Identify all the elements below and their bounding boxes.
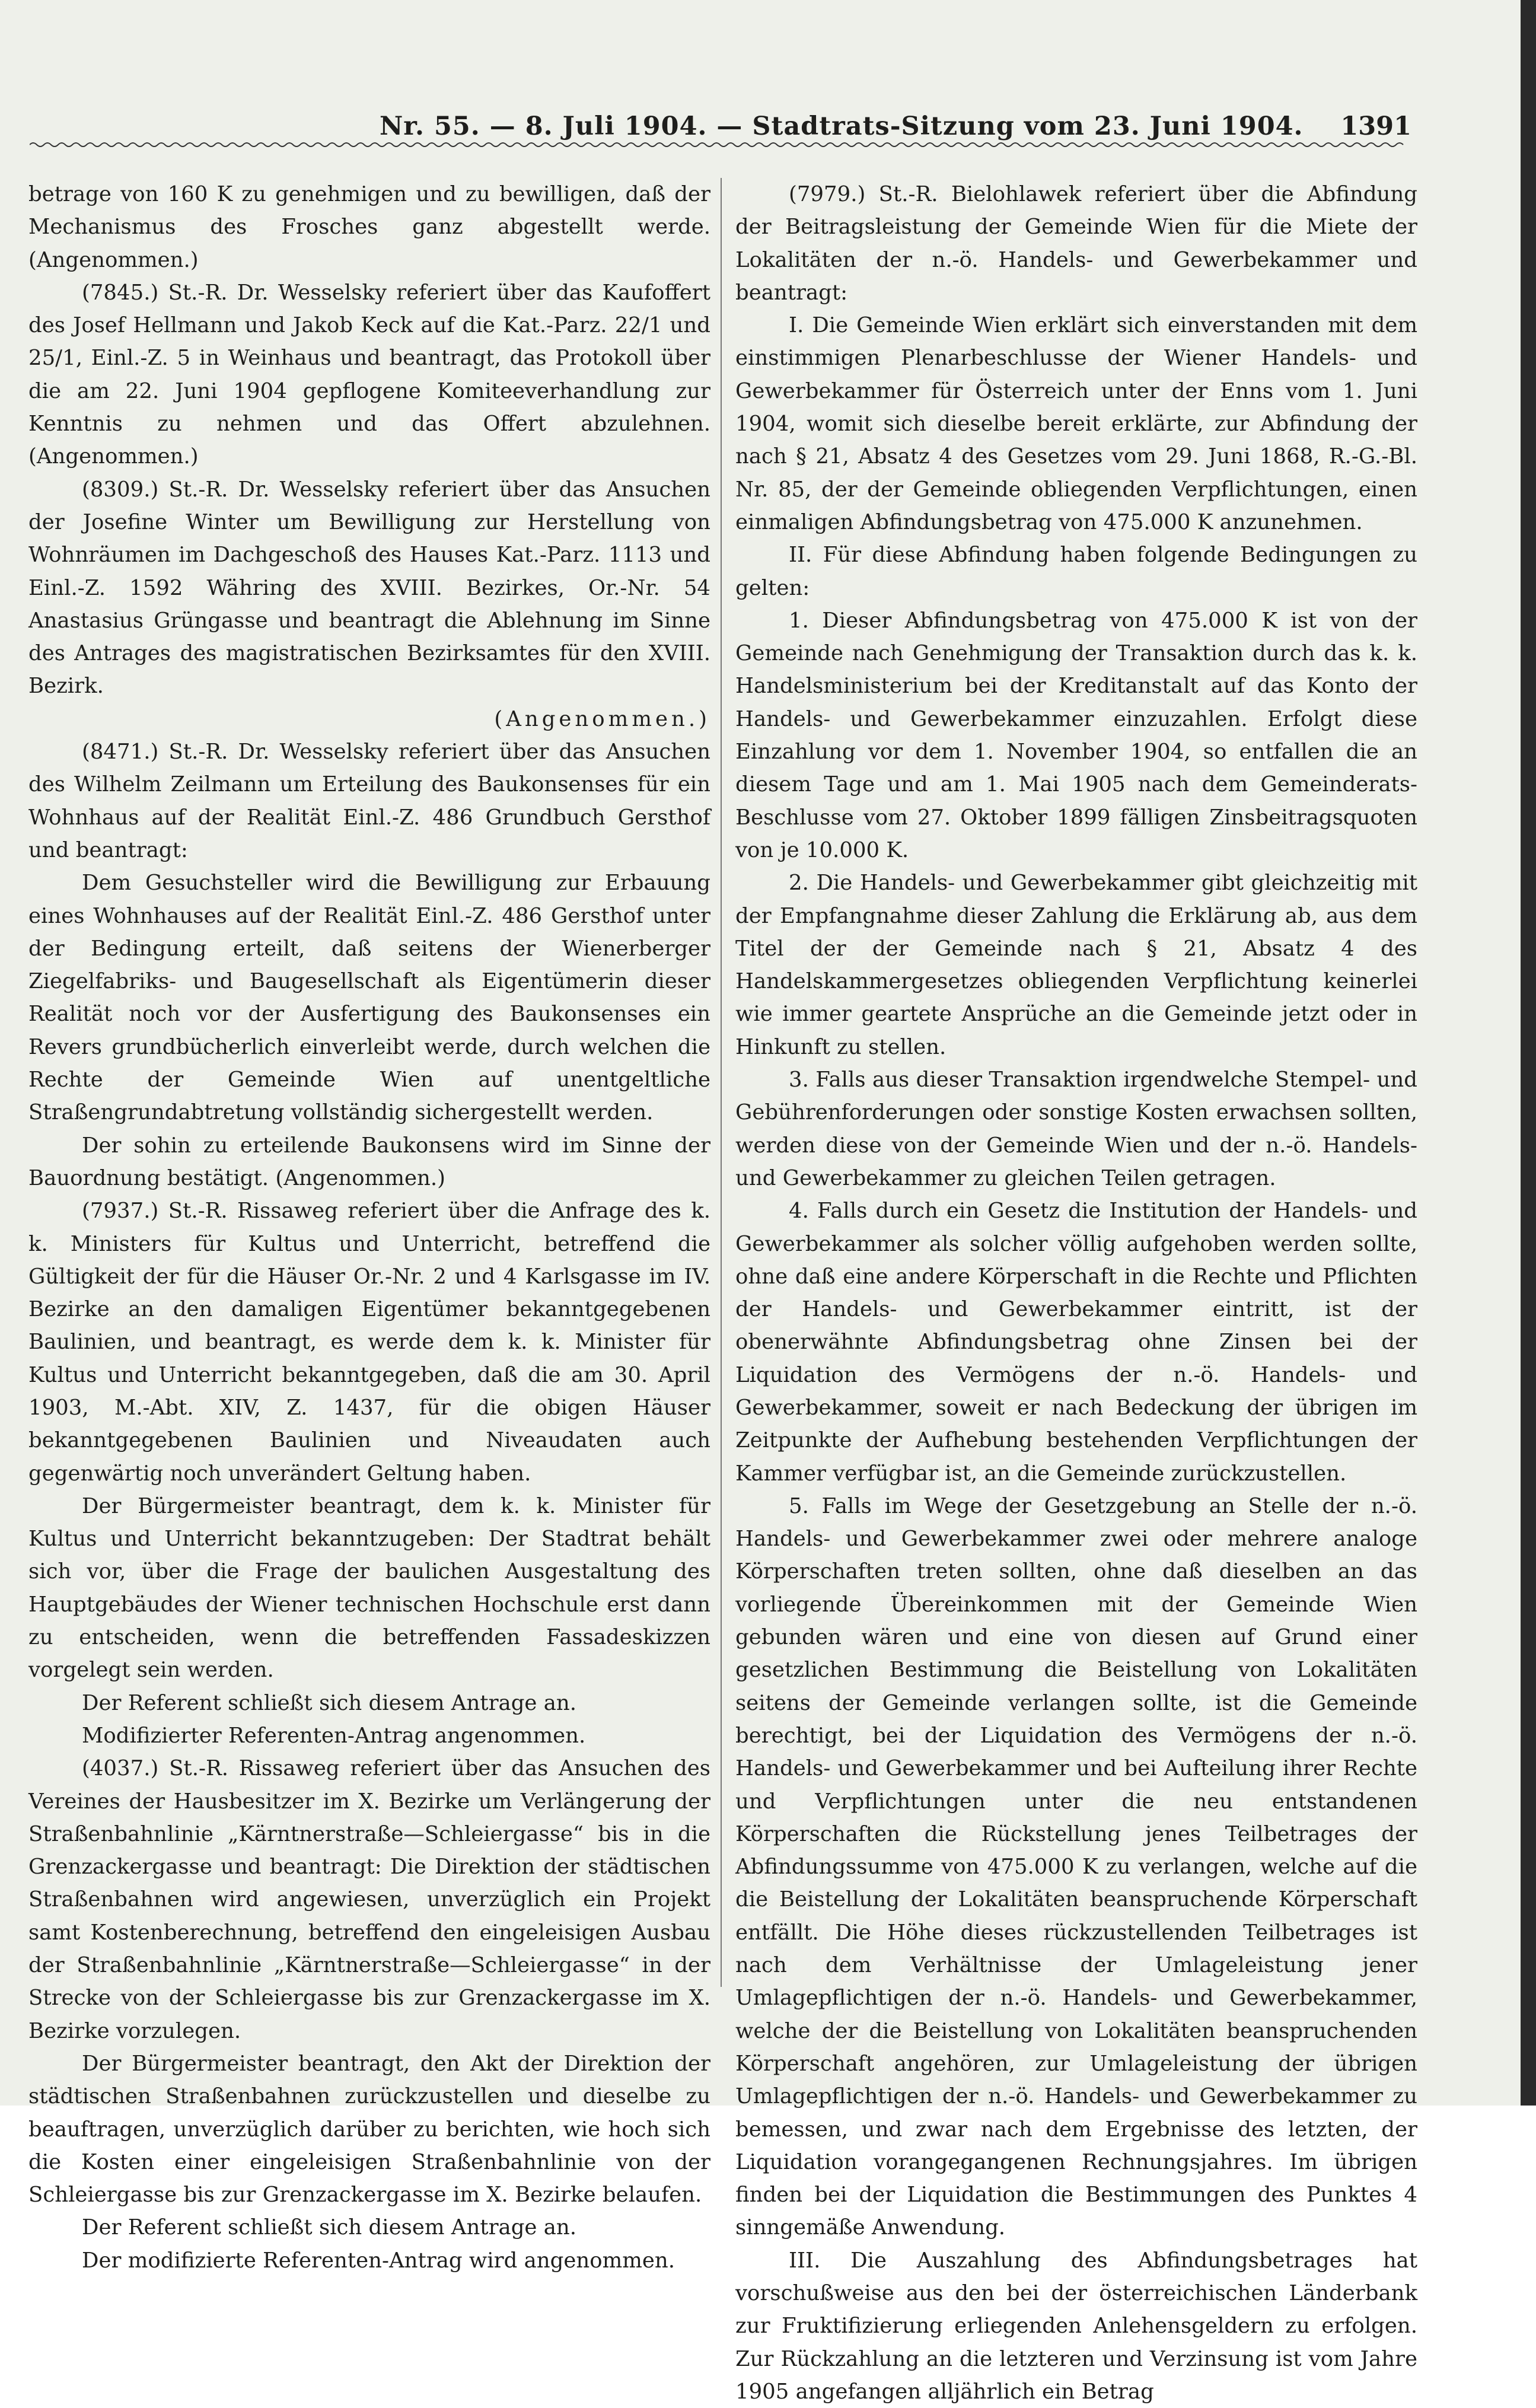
paragraph: 3. Falls aus dieser Transaktion irgendwelche Stempel- und Gebührenforderungen oder sonstige Kosten erwachsen sollten, werden diese von der Gemeinde Wien und der n.-ö. Handels- und Gewerbekammer zu gleichen Teilen getragen. [735,1068,1417,1190]
paragraph: Der Referent schließt sich diesem Antrage an. [82,2215,577,2240]
left-column [28,178,710,2277]
paragraph: Modifizierter Referenten-Antrag angenommen. [82,1723,586,1748]
paragraph: 5. Falls im Wege der Gesetzgebung an Stelle der n.-ö. Handels- und Gewerbekammer zwei oder mehrere analoge Körperschaften treten sollten, ohne daß dieselben an das vorliegende Übereinkommen mit der Gemeinde Wien gebunden wären und eine von diesen auf Grund einer gesetzlichen Bestimmung die Beistellung von Lokalitäten seitens der Gemeinde verlangen sollte, ist die Gemeinde berechtigt, bei der Liquidation des Vermögens der n.-ö. Handels- und Gewerbekammer und bei Aufteilung ihrer Rechte und Verpflichtungen unter die neu entstandenen Körperschaften die Rückstellung jenes Teilbetrages der Abfindungssumme von 475.000 K zu verlangen, welche auf die die Beistellung der Lokalitäten beanspruchende Körperschaft entfällt. Die Höhe dieses rückzustellenden Teilbetrages ist nach dem Verhältnisse der Umlageleistung jener Umlagepflichtigen der n.-ö. Handels- und Gewerbekammer, welche der die Beistellung von Lokalitäten beanspruchenden Körperschaft angehören, zur Umlageleistung der übrigen Umlagepflichtigen der n.-ö. Handels- und Gewerbekammer zu bemessen, und zwar nach dem Ergebnisse des letzten, der Liquidation vorangegangenen Rechnungsjahres. Im übrigen finden bei der Liquidation die Bestimmungen des Punktes 4 sinngemäße Anwendung. [735,1493,1417,2240]
paragraph: (7845.) St.-R. Dr. Wesselsky referiert über das Kaufoffert des Josef Hellmann und Jakob Keck auf die Kat.-Parz. 22/1 und 25/1, Einl.-Z. 5 in Weinhaus und beantragt, das Protokoll über die am 22. Juni 1904 gepflogene Komiteeverhandlung zur Kenntnis zu nehmen und das Offert abzulehnen. (Angenommen.) [28,280,710,469]
paragraph: Der Referent schließt sich diesem Antrage an. [82,1690,577,1715]
paragraph: 1. Dieser Abfindungsbetrag von 475.000 K ist von der Gemeinde nach Genehmigung der Transaktion durch das k. k. Handelsministerium bei der Kreditanstalt auf das Konto der Handels- und Gewerbekammer einzuzahlen. Erfolgt diese Einzahlung vor dem 1. November 1904, so entfallen die an diesem Tage und am 1. Mai 1905 nach dem Gemeinderats-Beschlusse vom 27. Oktober 1899 fälligen Zinsbeitragsquoten von je 10.000 K. [735,608,1417,862]
header-rule [30,140,1406,149]
column-divider [721,178,722,1987]
paragraph: betrage von 160 K zu genehmigen und zu bewilligen, daß der Mechanismus des Frosches ganz abgestellt werde. (Angenommen.) [28,182,710,272]
decision-note: (Angenommen.) [494,706,710,731]
paragraph: (8309.) St.-R. Dr. Wesselsky referiert über das Ansuchen der Josefine Winter um Bewilligung zur Herstellung von Wohnräumen im Dachgeschoß des Hauses Kat.-Parz. 1113 und Einl.-Z. 1592 Währing des XVIII. Bezirkes, Or.-Nr. 54 Anastasius Grüngasse und beantragt die Ablehnung im Sinne des Antrages des magistratischen Bezirksamtes für den XVIII. Bezirk. [28,477,710,699]
paragraph: I. Die Gemeinde Wien erklärt sich einverstanden mit dem einstimmigen Plenarbeschlusse der Wiener Handels- und Gewerbekammer für Österreich unter der Enns vom 1. Juni 1904, womit sich dieselbe bereit erklärte, zur Abfindung der nach § 21, Absatz 4 des Gesetzes vom 29. Juni 1868, R.-G.-Bl. Nr. 85, der der Gemeinde obliegenden Verpflichtungen, einen einmaligen Abfindungsbetrag von 475.000 K anzunehmen. [735,313,1417,534]
paragraph: Der Bürgermeister beantragt, dem k. k. Minister für Kultus und Unterricht bekanntzugeben: Der Stadtrat behält sich vor, über die Frage der baulichen Ausgestaltung des Hauptgebäudes der Wiener technischen Hochschule erst dann zu entscheiden, wenn die betreffenden Fassadeskizzen vorgelegt sein werden. [28,1493,710,1683]
paragraph: II. Für diese Abfindung haben folgende Bedingungen zu gelten: [735,543,1417,600]
page-number: 1391 [1340,112,1411,141]
paragraph: 4. Falls durch ein Gesetz die Institution der Handels- und Gewerbekammer als solcher völlig aufgehoben werden sollte, ohne daß eine andere Körperschaft in die Rechte und Pflichten der Handels- und Gewerbekammer eintritt, ist der obenerwähnte Abfindungsbetrag ohne Zinsen bei der Liquidation des Vermögens der n.-ö. Handels- und Gewerbekammer, soweit er nach Bedeckung der übrigen im Zeitpunkte der Aufhebung bestehenden Verpflichtungen der Kammer verfügbar ist, an die Gemeinde zurückzustellen. [735,1199,1417,1486]
paragraph: (7937.) St.-R. Rissaweg referiert über die Anfrage des k. k. Ministers für Kultus und Unterricht, betreffend die Gültigkeit der für die Häuser Or.-Nr. 2 und 4 Karlsgasse im IV. Bezirke an den damaligen Eigentümer bekanntgegebenen Baulinien, und beantragt, es werde dem k. k. Minister für Kultus und Unterricht bekanntgegeben, daß die am 30. April 1903, M.-Abt. XIV, Z. 1437, für die obigen Häuser bekanntgegebenen Baulinien und Niveaudaten auch gegenwärtig noch unverändert Geltung haben. [28,1199,710,1486]
right-column [735,178,1417,2408]
paragraph: Der Bürgermeister beantragt, den Akt der Direktion der städtischen Straßenbahnen zurückzustellen und dieselbe zu beauftragen, unverzüglich darüber zu berichten, wie hoch sich die Kosten einer eingeleisigen Straßenbahnlinie von der Schleiergasse bis zur Grenzackergasse im X. Bezirke belaufen. [28,2051,710,2208]
paragraph: (4037.) St.-R. Rissaweg referiert über das Ansuchen des Vereines der Hausbesitzer im X. Bezirke um Verlängerung der Straßenbahnlinie „Kärntnerstraße—Schleiergasse“ bis in die Grenzackergasse und beantragt: Die Direktion der städtischen Straßenbahnen wird angewiesen, unverzüglich ein Projekt samt Kostenberechnung, betreffend den eingeleisigen Ausbau der Straßenbahnlinie „Kärntnerstraße—Schleiergasse“ in der Strecke von der Schleiergasse bis zur Grenzackergasse im X. Bezirke vorzulegen. [28,1756,710,2043]
paragraph: (7979.) St.-R. Bielohlawek referiert über die Abfindung der Beitragsleistung der Gemeinde Wien für die Miete der Lokalitäten der n.-ö. Handels- und Gewerbekammer und beantragt: [735,182,1417,305]
paragraph: 2. Die Handels- und Gewerbekammer gibt gleichzeitig mit der Empfangnahme dieser Zahlung die Erklärung ab, aus dem Titel der der Gemeinde nach § 21, Absatz 4 des Handelskammergesetzes obliegenden Verpflichtung keinerlei wie immer geartete Ansprüche an die Gemeinde jetzt oder in Hinkunft zu stellen. [735,871,1417,1059]
paragraph: Der sohin zu erteilende Baukonsens wird im Sinne der Bauordnung bestätigt. (Angenommen.) [28,1133,710,1190]
header-title: Nr. 55. — 8. Juli 1904. — Stadtrats-Sitzung vom 23. Juni 1904. [380,112,1304,141]
paragraph: (8471.) St.-R. Dr. Wesselsky referiert über das Ansuchen des Wilhelm Zeilmann um Erteilung des Baukonsenses für ein Wohnhaus auf der Realität Einl.-Z. 486 Grundbuch Gersthof und beantragt: [28,740,710,862]
paragraph: Dem Gesuchsteller wird die Bewilligung zur Erbauung eines Wohnhauses auf der Realität Einl.-Z. 486 Gersthof unter der Bedingung erteilt, daß seitens der Wienerberger Ziegelfabriks- und Baugesellschaft als Eigentümerin dieser Realität noch vor der Ausfertigung des Baukonsenses ein Revers grundbücherlich einverleibt werde, durch welchen die Rechte der Gemeinde Wien auf unentgeltliche Straßengrundabtretung vollständig sichergestellt werden. [28,871,710,1125]
paragraph: Der modifizierte Referenten-Antrag wird angenommen. [82,2248,675,2273]
scan-border [1521,0,1536,2106]
paragraph: III. Die Auszahlung des Abfindungsbetrages hat vorschußweise aus den bei der österreichischen Länderbank zur Fruktifizierung erliegenden Anlehensgeldern zu erfolgen. Zur Rückzahlung an die letzteren und Verzinsung ist vom Jahre 1905 angefangen alljährlich ein Betrag [735,2248,1417,2404]
